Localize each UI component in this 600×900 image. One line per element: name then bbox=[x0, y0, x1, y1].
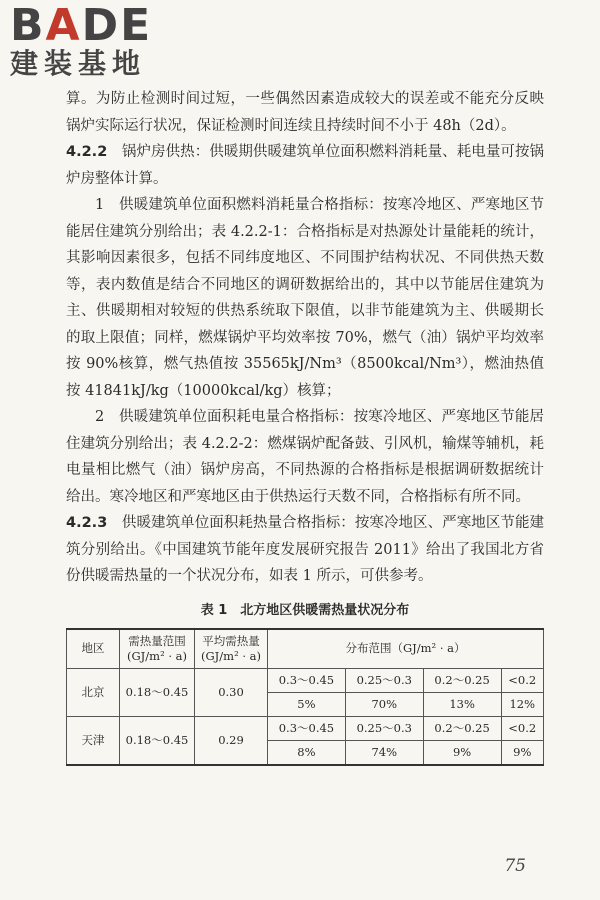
page-number: 75 bbox=[504, 856, 526, 876]
section-number: 4.2.2 bbox=[66, 144, 108, 160]
table-row bbox=[67, 716, 544, 740]
paragraph-continued: 算。为防止检测时间过短，一些偶然因素造成较大的误差或不能充分反映锅炉实际运行状况，保证检测时间连续且持续时间不小于 48h（2d）。 bbox=[66, 91, 544, 134]
table-header-row bbox=[67, 629, 544, 669]
section-4-2-3 bbox=[66, 510, 544, 590]
table-title: 表 1 北方地区供暖需热量状况分布 bbox=[200, 602, 410, 618]
cell-percent: 9% bbox=[423, 740, 501, 765]
cell-average: 0.30 bbox=[195, 668, 268, 716]
section-4-2-2 bbox=[66, 139, 544, 192]
heat-demand-table bbox=[66, 628, 544, 766]
cell-region: 天津 bbox=[67, 716, 120, 765]
cell-percent: 70% bbox=[345, 692, 423, 716]
cell-bin: 0.3～0.45 bbox=[268, 668, 346, 692]
item-2: 2 供暖建筑单位面积耗电量合格指标：按寒冷地区、严寒地区节能居住建筑分别给出；表 4.2.2-2：燃煤锅炉配备鼓、引风机，输煤等辅机，耗电量相比燃气（油）锅炉房高，不同热源的合格指标是根据调研数据统计给出。寒冷地区和严寒地区由于供热运行天数不同，合格指标有所不同。 bbox=[66, 409, 544, 505]
cell-bin: 0.25～0.3 bbox=[345, 668, 423, 692]
header-range: 需热量范围 (GJ/m² · a) bbox=[120, 629, 195, 669]
logo-wordmark: BADE bbox=[10, 0, 153, 51]
header-average: 平均需热量 (GJ/m² · a) bbox=[195, 629, 268, 669]
cell-percent: 74% bbox=[345, 740, 423, 765]
page-content bbox=[66, 86, 544, 766]
cell-bin: 0.3～0.45 bbox=[268, 716, 346, 740]
section-text: 供暖建筑单位面积耗热量合格指标：按寒冷地区、严寒地区节能建筑分别给出。《中国建筑节能年度发展研究报告 2011》给出了我国北方省份供暖需热量的一个状况分布，如表 1 所示，可供参考。 bbox=[66, 515, 545, 584]
cell-bin: 0.2～0.25 bbox=[423, 668, 501, 692]
header-region: 地区 bbox=[67, 629, 120, 669]
cell-bin: <0.2 bbox=[501, 716, 543, 740]
header-distribution: 分布范围（GJ/m² · a） bbox=[268, 629, 544, 669]
cell-percent: 12% bbox=[501, 692, 543, 716]
item-1: 1 供暖建筑单位面积燃料消耗量合格指标：按寒冷地区、严寒地区节能居住建筑分别给出；表 4.2.2-1：合格指标是对热源处计量能耗的统计，其影响因素很多，包括不同纬度地区、不同围护结构状况、不同供热天数等，表内数值是结合不同地区的调研数据给出的，其中以节能居住建筑为主、供暖期相对较短的供热系统取下限值，以非节能建筑为主、供暖期长的取上限值；同样，燃煤锅炉平均效率按 70%，燃气（油）锅炉平均效率按 90%核算，燃气热值按 35565kJ/Nm³（8500kcal/Nm³），燃油热值按 41841kJ/kg（10000kcal/kg）核算； bbox=[66, 197, 544, 399]
table-row bbox=[67, 668, 544, 692]
cell-percent: 9% bbox=[501, 740, 543, 765]
section-text: 锅炉房供热：供暖期供暖建筑单位面积燃料消耗量、耗电量可按锅炉房整体计算。 bbox=[66, 144, 545, 187]
cell-average: 0.29 bbox=[195, 716, 268, 765]
cell-bin: 0.2～0.25 bbox=[423, 716, 501, 740]
brand-logo bbox=[10, 0, 180, 80]
cell-bin: <0.2 bbox=[501, 668, 543, 692]
cell-percent: 13% bbox=[423, 692, 501, 716]
logo-subtitle: 建装基地 bbox=[10, 47, 147, 80]
cell-bin: 0.25～0.3 bbox=[345, 716, 423, 740]
cell-percent: 8% bbox=[268, 740, 346, 765]
cell-region: 北京 bbox=[67, 668, 120, 716]
section-number: 4.2.3 bbox=[66, 515, 108, 531]
cell-percent: 5% bbox=[268, 692, 346, 716]
cell-range: 0.18～0.45 bbox=[120, 668, 195, 716]
cell-range: 0.18～0.45 bbox=[120, 716, 195, 765]
